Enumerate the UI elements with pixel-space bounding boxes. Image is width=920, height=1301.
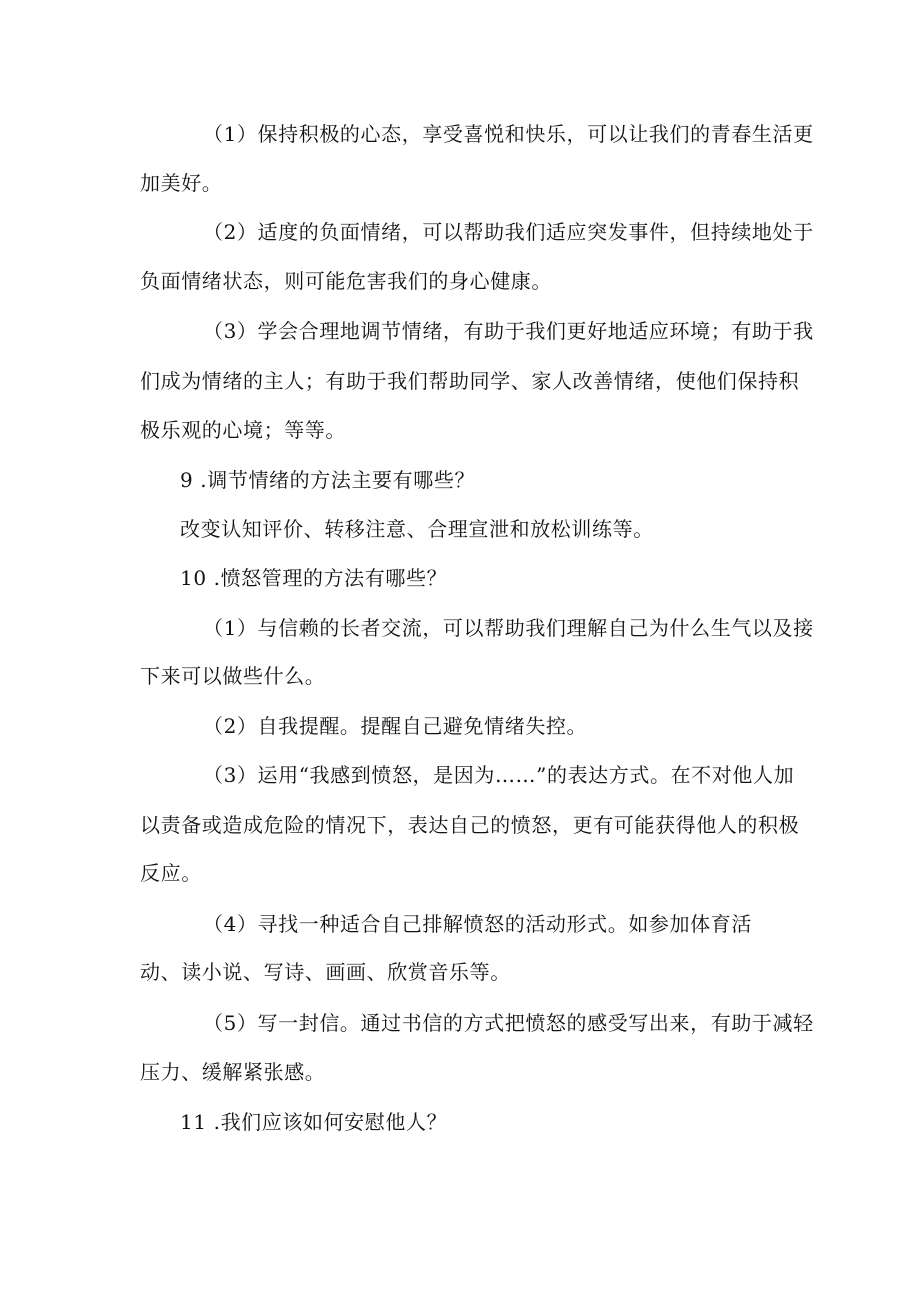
paragraph-2-line-1: （2）适度的负面情绪，可以帮助我们适应突发事件，但持续地处于 bbox=[203, 220, 814, 244]
paragraph-3-line-1: （3）学会合理地调节情绪，有助于我们更好地适应环境；有助于我 bbox=[203, 319, 814, 343]
paragraph-2-line-2: 负面情绪状态，则可能危害我们的身心健康。 bbox=[140, 269, 552, 293]
item-4-line-2: 动、读小说、写诗、画画、欣赏音乐等。 bbox=[140, 960, 511, 984]
item-3-line-1: （3）运用“我感到愤怒，是因为……”的表达方式。在不对他人加 bbox=[203, 763, 795, 787]
paragraph-3-line-3: 极乐观的心境；等等。 bbox=[140, 418, 346, 442]
item-2: （2）自我提醒。提醒自己避免情绪失控。 bbox=[203, 714, 588, 738]
item-3-line-2: 以责备或造成危险的情况下，表达自己的愤怒，更有可能获得他人的积极 bbox=[140, 813, 800, 837]
item-3-line-3: 反应。 bbox=[140, 861, 202, 885]
question-10: 10 .愤怒管理的方法有哪些？ bbox=[180, 566, 448, 590]
item-5-line-1: （5）写一封信。通过书信的方式把愤怒的感受写出来，有助于减轻 bbox=[203, 1011, 814, 1035]
question-11: 11 .我们应该如何安慰他人？ bbox=[180, 1110, 448, 1134]
paragraph-3-line-2: 们成为情绪的主人；有助于我们帮助同学、家人改善情绪，使他们保持积 bbox=[140, 369, 800, 393]
item-1-line-1: （1）与信赖的长者交流，可以帮助我们理解自己为什么生气以及接 bbox=[203, 616, 814, 640]
item-5-line-2: 压力、缓解紧张感。 bbox=[140, 1060, 326, 1084]
paragraph-1-line-2: 加美好。 bbox=[140, 171, 223, 195]
question-9: 9 .调节情绪的方法主要有哪些？ bbox=[180, 468, 476, 492]
paragraph-1-line-1: （1）保持积极的心态，享受喜悦和快乐，可以让我们的青春生活更 bbox=[203, 122, 814, 146]
item-1-line-2: 下来可以做些什么。 bbox=[140, 664, 326, 688]
item-4-line-1: （4）寻找一种适合自己排解愤怒的活动形式。如参加体育活 bbox=[203, 912, 752, 936]
answer-9: 改变认知评价、转移注意、合理宣泄和放松训练等。 bbox=[180, 517, 654, 541]
